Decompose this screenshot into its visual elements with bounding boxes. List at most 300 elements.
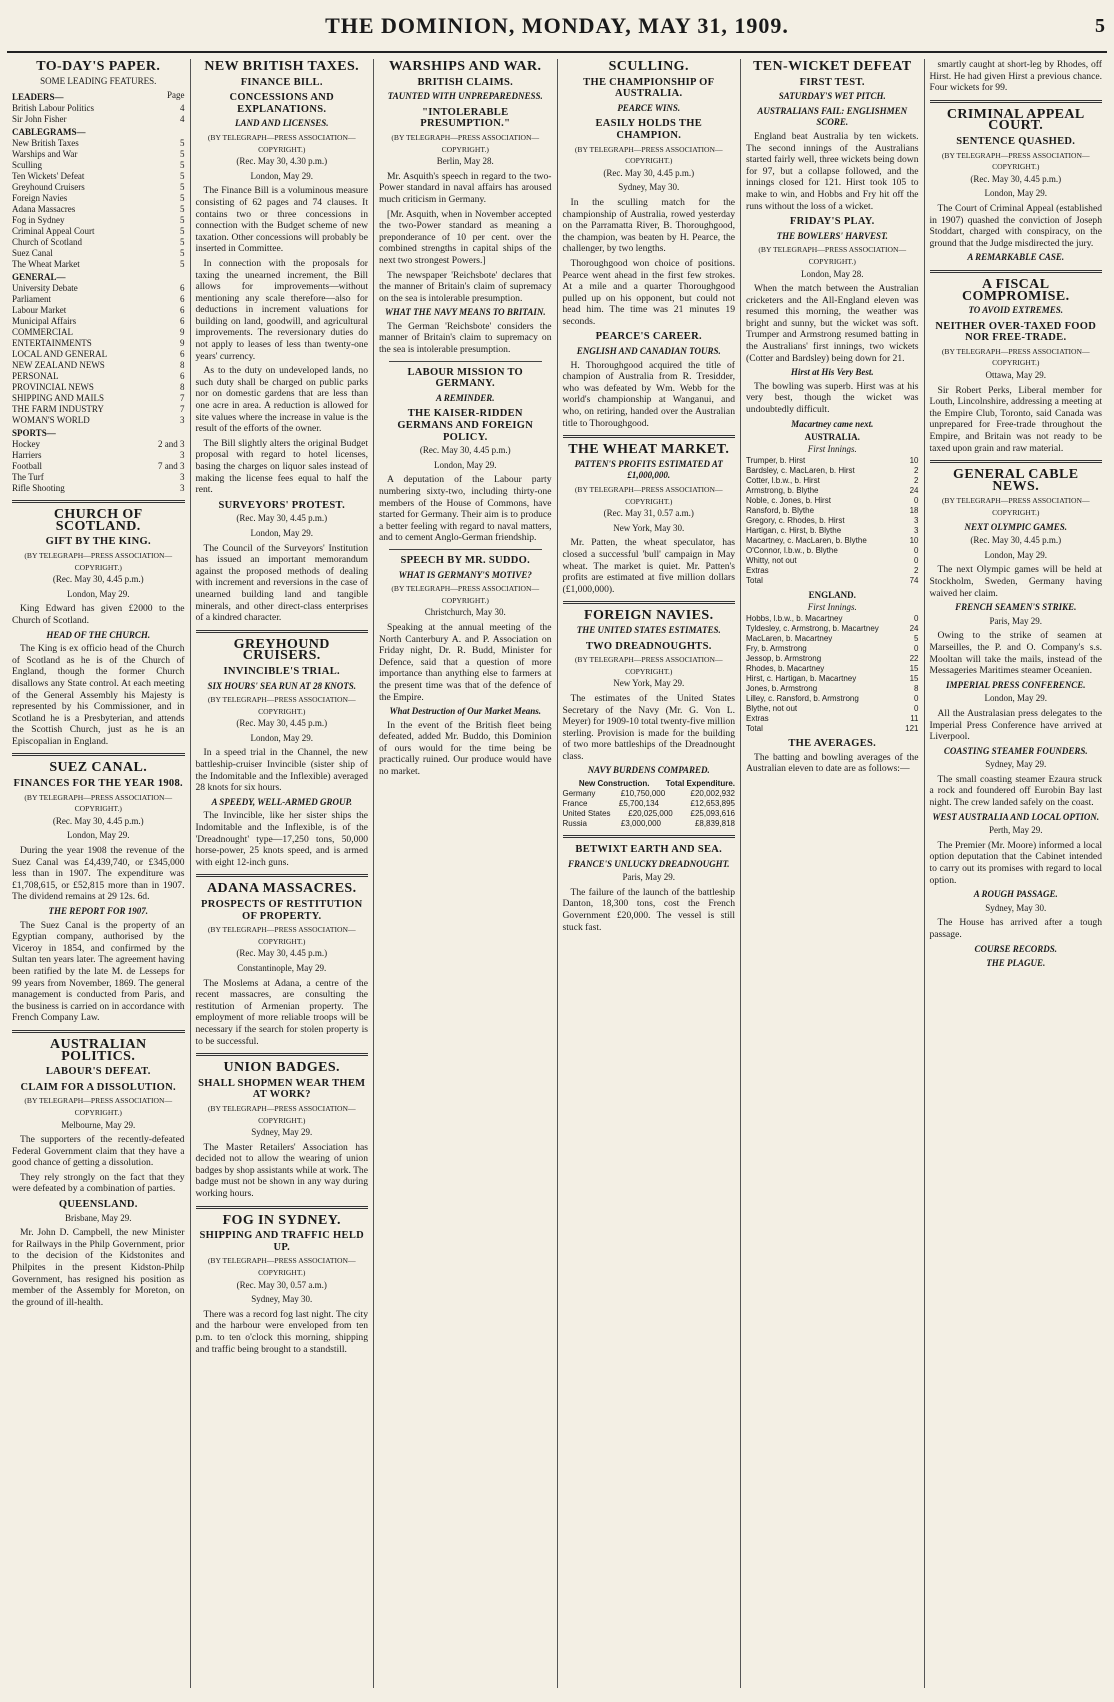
taxes-p4: The Bill slightly alters the original Budget proposal with regard to hotel licenses, basing the charges on liquor sales instead of making the license fees equal to half the rent. — [195, 437, 368, 496]
index-label: Sculling — [12, 160, 43, 171]
index-page: 3 — [180, 450, 185, 461]
wheat-dateline: New York, May 30. — [613, 522, 685, 533]
index-row — [12, 360, 185, 371]
suez-p2: The Suez Canal is the property of an Egyptian company, authorised by the Viceroy in 1854, and confirmed by the Sultan ten years later. The agreement having been ratified by the late M. de Lesseps for 99 years from November, 1869. The general management is conducted from Paris, and the business is carried on in accordance with French Company Law. — [12, 919, 185, 1024]
index-page: 5 — [180, 259, 185, 270]
england-total: Total 121 — [746, 724, 919, 734]
career-sub: ENGLISH AND CANADIAN TOURS. — [576, 346, 721, 357]
war-p1: Mr. Asquith's speech in regard to the two-Power standard in naval affairs has aroused much criticism in Germany. — [379, 170, 552, 205]
fog-p: There was a record fog last night. The city and the harbour were enveloped from ten p.m. to ten o'clock this morning, shipping and traffic being brought to a standstill. — [195, 1308, 368, 1355]
index-label: British Labour Politics — [12, 103, 94, 114]
index-label: Ten Wickets' Defeat — [12, 171, 85, 182]
suez-date: (Rec. May 30, 4.45 p.m.) — [52, 815, 144, 826]
index-page: 5 — [180, 182, 185, 193]
career-heading: PEARCE'S CAREER. — [595, 331, 702, 343]
england-score-row — [746, 624, 919, 634]
grey-date: (Rec. May 30, 4.45 p.m.) — [236, 718, 328, 729]
index-label: The Turf — [12, 472, 44, 483]
navies-table-row-cell: £5,700,134 — [618, 799, 659, 809]
scull-wire: (BY TELEGRAPH—PRESS ASSOCIATION—COPYRIGHT.) — [574, 144, 723, 166]
australia-score-row — [746, 476, 919, 486]
england-score-row — [746, 714, 919, 724]
taxes-sub3: LAND AND LICENSES. — [235, 118, 329, 129]
australia-score-row-cell: Ransford, b. Blythe — [746, 506, 815, 516]
index-page: 6 — [180, 305, 185, 316]
cable-sub3: IMPERIAL PRESS CONFERENCE. — [946, 679, 1086, 690]
betwixt-heading: BETWIXT EARTH AND SEA. — [575, 844, 723, 856]
suez-sub: FINANCES FOR THE YEAR 1908. — [13, 778, 183, 790]
betwixt-p: The failure of the launch of the battleship Danton, 18,300 tons, cost the French Government £20,000. The vessel is still stuck fast. — [562, 886, 735, 933]
england-score-row-cell: Hirst, c. Hartigan, b. Macartney — [746, 674, 857, 684]
england-score-row-cell: 0 — [914, 704, 919, 714]
australia-score-row-cell: Noble, c. Jones, b. Hirst — [746, 496, 831, 506]
index-label: ENTERTAINMENTS — [12, 338, 92, 349]
grey-wire: (BY TELEGRAPH—PRESS ASSOCIATION—COPYRIGHT.) — [207, 695, 356, 716]
war-sub2: TAUNTED WITH UNPREPAREDNESS. — [387, 91, 543, 102]
australia-score-row-cell: 2 — [914, 476, 919, 486]
index-row — [12, 382, 185, 393]
index-label: WOMAN'S WORLD — [12, 415, 90, 426]
leaders-label: LEADERS— — [12, 92, 64, 103]
index-row — [12, 171, 185, 182]
australia-score-row — [746, 526, 919, 536]
navies-sub2: TWO DREADNOUGHTS. — [585, 640, 712, 652]
betwixt-dateline: Paris, May 29. — [622, 872, 675, 883]
navies-table-row-cell: France — [562, 799, 588, 809]
index-page: 5 — [180, 193, 185, 204]
england-score-row-cell: 5 — [914, 634, 919, 644]
australia-score-row — [746, 546, 919, 556]
taxes-date: (Rec. May 30, 4.30 p.m.) — [236, 156, 328, 167]
adana-wire: (BY TELEGRAPH—PRESS ASSOCIATION—COPYRIGHT.) — [207, 925, 356, 946]
england-score-row-cell: Jessop, b. Armstrong — [746, 654, 822, 664]
australia-score-row-cell: Hartigan, c. Hirst, b. Blythe — [746, 526, 842, 536]
page-label: Page — [167, 90, 185, 101]
cable-p1: The next Olympic games will be held at Stockholm, Sweden, Germany having waived her claim. — [929, 564, 1102, 599]
grey-p2: The Invincible, like her sister ships the Indomitable and the Inflexible, is of the 'Dreadnought' type—17,250 tons, 50,000 horse-power, 25 knots speed, and is armed with eight 12-inch guns. — [195, 810, 368, 868]
adana-heading: ADANA MASSACRES. — [206, 881, 357, 897]
church-sub2: HEAD OF THE CHURCH. — [46, 629, 151, 640]
qld-heading: QUEENSLAND. — [58, 1199, 138, 1211]
index-row — [12, 125, 185, 138]
grey-sub3: A SPEEDY, WELL-ARMED GROUP. — [211, 796, 353, 807]
hirst-heading: Hirst at His Very Best. — [790, 367, 874, 378]
index-row — [12, 404, 185, 415]
index-row — [12, 338, 185, 349]
fog-dateline: Sydney, May 30. — [251, 1294, 313, 1305]
wheat-sub: PATTEN'S PROFITS ESTIMATED AT £1,000,000. — [574, 458, 723, 481]
destr-heading: What Destruction of Our Market Means. — [389, 706, 542, 717]
index-row — [12, 439, 185, 450]
navies-table-row — [563, 799, 736, 809]
union-p: The Master Retailers' Association has decided not to allow the wearing of union badges by shop assistants while at work. The badge must not be shown in any way during working hours. — [195, 1141, 368, 1200]
australia-score-row-cell: Extras — [746, 566, 769, 576]
masthead-title: THE DOMINION, MONDAY, MAY 31, 1909. — [325, 13, 789, 38]
australia-score-row-cell: Gregory, c. Rhodes, b. Hirst — [746, 516, 845, 526]
index-label: SPORTS— — [12, 428, 56, 439]
australia-score-row — [746, 496, 919, 506]
todays-paper-sub: SOME LEADING FEATURES. — [40, 75, 157, 86]
index-page: 7 and 3 — [158, 461, 185, 472]
navies-table-row-cell: £20,002,932 — [690, 789, 735, 799]
aus-sub2: CLAIM FOR A DISSOLUTION. — [20, 1081, 176, 1093]
index-list — [12, 103, 185, 494]
navies-table-row-cell: £10,750,000 — [620, 789, 666, 799]
cable-p2: Owing to the strike of seamen at Marseilles, the P. and O. Company's s.s. Mooltan will take the mails, instead of the Messageries Maritimes steamer Oceanien. — [929, 630, 1102, 677]
australia-score-row-cell: Bardsley, c. MacLaren, b. Hirst — [746, 466, 855, 476]
fri-sub: THE BOWLERS' HARVEST. — [776, 230, 888, 241]
adana-date: (Rec. May 30, 4.45 p.m.) — [236, 948, 328, 959]
index-label: SHIPPING AND MAILS — [12, 393, 105, 404]
index-row — [12, 259, 185, 270]
index-row — [12, 349, 185, 360]
war-wire: (BY TELEGRAPH—PRESS ASSOCIATION—COPYRIGHT.) — [391, 132, 540, 154]
index-row — [12, 450, 185, 461]
grey-p1: In a speed trial in the Channel, the new battleship-cruiser Invincible (sister ship of the Indomitable and the Inflexible) averaged 28 knots for six hours. — [195, 747, 368, 794]
index-row — [12, 103, 185, 114]
australia-score-row-cell: 18 — [909, 506, 919, 516]
scull-heading: SCULLING. — [608, 59, 689, 74]
scull-p1: In the sculling match for the championship of Australia, rowed yesterday on the Parramatta River, B. Thoroughgood, the champion, was beaten by H. Pearce, the challenger, by two lengths. — [562, 196, 735, 255]
england-score-row-cell: Fry, b. Armstrong — [746, 644, 807, 654]
fog-sub: SHIPPING AND TRAFFIC HELD UP. — [199, 1230, 365, 1253]
index-label: Warships and War — [12, 149, 78, 160]
australia-score-row-cell: Cotter, l.b.w., b. Hirst — [746, 476, 820, 486]
index-row — [12, 316, 185, 327]
england-score-row-cell: 15 — [909, 664, 919, 674]
appeal-sub2: A REMARKABLE CASE. — [967, 252, 1065, 263]
index-page: 5 — [180, 248, 185, 259]
war-p2: [Mr. Asquith, when in November accepted the two-Power standard as meaning a preponderance of 10 per cent. over the combined strengths in capital ships of the next two strongest Powers.] — [379, 208, 552, 266]
index-page: 4 — [180, 103, 185, 114]
index-label: Foreign Navies — [12, 193, 68, 204]
index-page: 6 — [180, 283, 185, 294]
church-p1: King Edward has given £2000 to the Church of Scotland. — [12, 603, 185, 626]
england-score-row-cell: Jones, b. Armstrong — [746, 684, 818, 694]
fri-dateline: London, May 28. — [801, 268, 864, 279]
index-page: 5 — [180, 226, 185, 237]
taxes-sub2: CONCESSIONS AND EXPLANATIONS. — [229, 92, 335, 115]
columns — [7, 59, 1107, 1688]
column-1 — [7, 59, 191, 1688]
taxes-sub: FINANCE BILL. — [240, 76, 323, 88]
index-page: 5 — [180, 204, 185, 215]
ten-sub3: AUSTRALIANS FAIL: ENGLISHMEN SCORE. — [757, 105, 908, 128]
cable-p4: The small coasting steamer Ezaura struck a rock and foundered off Eurobin Bay last night. The crew landed safely on the coast. — [929, 773, 1102, 809]
labour-date: (Rec. May 30, 4.45 p.m.) — [419, 445, 511, 456]
cable-p3: All the Australasian press delegates to the Imperial Press Conference have arrived at Liverpool. — [929, 707, 1102, 743]
index-row — [12, 149, 185, 160]
cable-wire: (BY TELEGRAPH—PRESS ASSOCIATION—COPYRIGHT.) — [941, 496, 1090, 517]
australia-score-row-cell: 0 — [914, 496, 919, 506]
grey-sub2: SIX HOURS' SEA RUN AT 28 KNOTS. — [207, 680, 356, 691]
scull-sub2: PEARCE WINS. — [617, 102, 681, 113]
speech-heading: SPEECH BY MR. SUDDO. — [400, 554, 531, 566]
navies-table-row — [563, 789, 736, 799]
index-label: Adana Massacres — [12, 204, 76, 215]
index-page: 9 — [180, 338, 185, 349]
index-label: COMMERCIAL — [12, 327, 74, 338]
column-3 — [374, 59, 558, 1688]
fiscal-sub: TO AVOID EXTREMES. — [968, 305, 1064, 316]
fiscal-p: Sir Robert Perks, Liberal member for Louth, Lincolnshire, addressing a meeting at the Empire Club, Toronto, said Canada was unprepared for Free-trade throughout the Empire, and Britain was not ready to be taxed upon grain and raw material. — [929, 384, 1102, 454]
australia-score-row-cell: 10 — [909, 536, 919, 546]
scull-sub3: EASILY HOLDS THE CHAMPION. — [595, 118, 703, 141]
australia-score-row-cell: Armstrong, b. Blythe — [746, 486, 819, 496]
england-score-row-cell: 11 — [910, 714, 919, 724]
england-score-row-cell: Blythe, not out — [746, 704, 798, 714]
australia-score-row — [746, 506, 919, 516]
navies-table-row-cell: Russia — [562, 819, 587, 829]
war-sub: BRITISH CLAIMS. — [417, 76, 514, 88]
england-score-heading: ENGLAND. — [808, 590, 856, 601]
index-page: 6 — [180, 349, 185, 360]
england-score-row-cell: Tyldesley, c. Armstrong, b. Macartney — [746, 624, 879, 634]
navies-p: The estimates of the United States Secretary of the Navy (Mr. G. Von L. Meyer) for 1909-10 total twenty-five million sterling. Provision is made for the building of two more battleships of the Dreadnought class. — [562, 692, 735, 762]
labour-dateline: London, May 29. — [434, 459, 497, 470]
australia-score-sub: First Innings. — [807, 444, 857, 455]
index-row — [12, 204, 185, 215]
ten-sub: FIRST TEST. — [799, 76, 865, 88]
cable-sub2: FRENCH SEAMEN'S STRIKE. — [955, 602, 1077, 613]
navies-table-row-cell: United States — [562, 809, 611, 819]
australia-score-row-cell: 0 — [914, 556, 919, 566]
scull-dateline: Sydney, May 30. — [618, 182, 680, 193]
index-page: 5 — [180, 138, 185, 149]
union-wire: (BY TELEGRAPH—PRESS ASSOCIATION—COPYRIGHT.) — [207, 1103, 356, 1125]
australia-score-row — [746, 486, 919, 496]
england-score-row-cell: 24 — [909, 624, 919, 634]
index-row — [12, 160, 185, 171]
australia-score-rows — [746, 456, 919, 576]
navies-sub: THE UNITED STATES ESTIMATES. — [576, 624, 721, 635]
cable-sub: NEXT OLYMPIC GAMES. — [964, 521, 1067, 532]
grey-heading: GREYHOUND CRUISERS. — [233, 636, 330, 664]
england-score-rows — [746, 614, 919, 724]
england-score-row-cell: Rhodes, b. Macartney — [746, 664, 825, 674]
cable-dateline3: London, May 29. — [984, 693, 1047, 704]
australia-score-row-cell: 10 — [909, 456, 919, 466]
australia-score-row-cell: Whitty, not out — [746, 556, 797, 566]
scull-p2: Thoroughgood won choice of positions. Pearce went ahead in the first few strokes. At a mile and a quarter Thoroughgood pulled up on his opponent, but could not head him. The time was 21 minutes 19 seconds. — [562, 257, 735, 327]
australia-score-row — [746, 566, 919, 576]
fog-date: (Rec. May 30, 0.57 a.m.) — [236, 1279, 327, 1290]
index-row — [12, 327, 185, 338]
wheat-heading: THE WHEAT MARKET. — [568, 442, 730, 458]
suez-sub2: THE REPORT FOR 1907. — [48, 906, 148, 916]
england-score-row-cell: 0 — [914, 644, 919, 654]
cable-p5: The Premier (Mr. Moore) informed a local option deputation that the Cabinet intended to carry out its promises with regard to local option. — [929, 839, 1102, 886]
column-2 — [191, 59, 375, 1688]
cable-sub5: WEST AUSTRALIA AND LOCAL OPTION. — [932, 811, 1100, 822]
index-row — [12, 193, 185, 204]
australia-score-heading: AUSTRALIA. — [804, 432, 860, 443]
column-6 — [925, 59, 1108, 1688]
australia-score-row — [746, 556, 919, 566]
column-5 — [741, 59, 925, 1688]
church-p2: The King is ex officio head of the Church of Scotland as he is of the Church of England, though the former Church disallows any State control. At each meeting of the General Assembly his Majesty is represented by his Commissioner, and in Scotland he is a Presbyterian, and attends the Scottish Church, just as he is an Episcopalian in England. — [12, 643, 185, 747]
suez-dateline: London, May 29. — [67, 830, 130, 841]
cable-sub8: THE PLAGUE. — [986, 958, 1046, 969]
australia-score-row-cell: Macartney, c. MacLaren, b. Blythe — [746, 536, 867, 546]
aus-heading: AUSTRALIAN POLITICS. — [49, 1036, 147, 1064]
war-dateline: Berlin, May 28. — [436, 156, 494, 167]
navies-table-header — [563, 779, 736, 789]
grey-sub: INVINCIBLE'S TRIAL. — [223, 665, 340, 677]
navies-table-row-cell: £8,839,818 — [694, 819, 735, 829]
speech-sub: WHAT IS GERMANY'S MOTIVE? — [398, 569, 532, 580]
index-label: LOCAL AND GENERAL — [12, 349, 108, 360]
qld-dateline: Brisbane, May 29. — [65, 1212, 132, 1223]
index-row — [12, 138, 185, 149]
ten-heading: TEN-WICKET DEFEAT — [753, 59, 912, 74]
index-row — [12, 472, 185, 483]
australia-score-row-cell: 0 — [914, 546, 919, 556]
taxes-heading: NEW BRITISH TAXES. — [204, 59, 360, 74]
suez-wire: (BY TELEGRAPH—PRESS ASSOCIATION—COPYRIGHT.) — [24, 792, 173, 814]
cable-date: (Rec. May 30, 4.45 p.m.) — [970, 535, 1062, 546]
england-score-row — [746, 614, 919, 624]
index-page: 9 — [180, 327, 185, 338]
england-score-row — [746, 704, 919, 714]
index-label: Harriers — [12, 450, 42, 461]
church-wire: (BY TELEGRAPH—PRESS ASSOCIATION—COPYRIGHT.) — [24, 550, 173, 572]
career-p: H. Thoroughgood acquired the title of champion of Australia from R. Tresidder, who was defeated by Wm. Webb for the world's championship at Wanganui, and who, on retiring, handed over the Australian title to Thoroughgood. — [562, 359, 735, 429]
taxes-p2: In connection with the proposals for taxing the unearned increment, the Bill allows for improvements—without mentioning any scale therefore—also for deductions in increment valuations for building on land, goodwill, and agricultural improvements. The reversionary duties do not apply to leases of less than twenty-one years' currency. — [195, 257, 368, 362]
cable-sub4: COASTING STEAMER FOUNDERS. — [943, 745, 1088, 756]
index-row — [12, 393, 185, 404]
australia-score-row — [746, 516, 919, 526]
index-row — [12, 294, 185, 305]
index-page: 8 — [180, 382, 185, 393]
index-label: CABLEGRAMS— — [12, 127, 86, 138]
england-score-row-cell: Lilley, c. Ransford, b. Armstrong — [746, 694, 859, 704]
index-row — [12, 461, 185, 472]
australia-score-row-cell: 2 — [914, 566, 919, 576]
england-score-row — [746, 674, 919, 684]
index-row — [12, 215, 185, 226]
aus-p1: The supporters of the recently-defeated Federal Government claim that they have a good chance of getting a dissolution. — [12, 1134, 185, 1169]
index-page: 4 — [180, 114, 185, 125]
australia-score — [746, 432, 919, 586]
index-row — [12, 483, 185, 494]
suez-heading: SUEZ CANAL. — [49, 760, 148, 776]
aus-p2: They rely strongly on the fact that they were defeated by a combination of parties. — [12, 1171, 185, 1195]
navies-table-row-cell: £20,025,000 — [628, 809, 673, 819]
war-p3: The newspaper 'Reichsbote' declares that the manner of Britain's claim of supremacy on the sea is intolerable presumption. — [379, 269, 552, 304]
index-label: Greyhound Cruisers — [12, 182, 85, 193]
index-label: Parliament — [12, 294, 51, 305]
index-page: 5 — [180, 160, 185, 171]
cable-sub6: A ROUGH PASSAGE. — [973, 889, 1058, 900]
church-date: (Rec. May 30, 4.45 p.m.) — [52, 574, 144, 585]
index-label: Hockey — [12, 439, 40, 450]
page-number: 5 — [1095, 15, 1105, 37]
labour-sub: A REMINDER. — [435, 392, 495, 403]
aus-wire: (BY TELEGRAPH—PRESS ASSOCIATION—COPYRIGHT.) — [24, 1096, 173, 1117]
index-label: THE FARM INDUSTRY — [12, 404, 104, 415]
speech-dateline: Christchurch, May 30. — [424, 607, 506, 618]
navies-table-row — [563, 809, 736, 819]
wheat-wire: (BY TELEGRAPH—PRESS ASSOCIATION—COPYRIGHT.) — [574, 485, 723, 506]
index-label: GENERAL— — [12, 272, 66, 283]
index-page: 5 — [180, 215, 185, 226]
fiscal-heading: A FISCAL COMPROMISE. — [962, 276, 1070, 304]
surveyors-dateline: London, May 29. — [250, 527, 313, 538]
cable-dateline5: Perth, May 29. — [989, 825, 1043, 836]
australia-score-row — [746, 466, 919, 476]
labour-heading: LABOUR MISSION TO GERMANY. — [407, 366, 524, 390]
union-heading: UNION BADGES. — [223, 1060, 340, 1076]
wheat-date: (Rec. May 31, 0.57 a.m.) — [603, 508, 694, 519]
cable-dateline2: Paris, May 29. — [989, 615, 1042, 626]
england-score-row-cell: 22 — [909, 654, 919, 664]
fiscal-sub2: NEITHER OVER-TAXED FOOD NOR FREE-TRADE. — [935, 320, 1097, 344]
cable-dateline6: Sydney, May 30. — [985, 902, 1047, 913]
destr-p: In the event of the British fleet being defeated, added Mr. Buddo, this Dominion of ours would for the time being be practically ruined. Our produce would have no market. — [379, 719, 552, 778]
appeal-p: The Court of Criminal Appeal (established in 1907) quashed the conviction of Joseph Stoddart, charged with conspiracy, on the ground that the Judge misdirected the jury. — [929, 202, 1102, 249]
navies-table-header-cell: New Construction. — [578, 779, 650, 789]
navies-table-row-cell: £25,093,616 — [690, 809, 735, 819]
index-header — [12, 90, 185, 103]
england-score-row-cell: 0 — [914, 694, 919, 704]
index-label: NEW ZEALAND NEWS — [12, 360, 105, 371]
navies-table-row-cell: £3,000,000 — [620, 819, 661, 829]
appeal-date: (Rec. May 30, 4.45 p.m.) — [970, 173, 1062, 184]
navies-table-header-cell: Total Expenditure. — [665, 779, 735, 789]
fog-heading: FOG IN SYDNEY. — [222, 1212, 341, 1228]
index-page: 5 — [180, 237, 185, 248]
wheat-p: Mr. Patten, the wheat speculator, has closed a successful 'bull' campaign in May wheat. The market is quiet. Mr. Patten's profits are estimated at five million dollars (£1,000,000). — [562, 537, 735, 595]
index-page: 7 — [180, 404, 185, 415]
australia-score-row-cell: 3 — [914, 516, 919, 526]
england-score-row-cell: Extras — [746, 714, 769, 724]
england-score-row-cell: 15 — [909, 674, 919, 684]
navies-sub3: NAVY BURDENS COMPARED. — [587, 765, 710, 776]
navies-heading: FOREIGN NAVIES. — [584, 608, 714, 624]
index-label: Church of Scotland — [12, 237, 82, 248]
index-label: Football — [12, 461, 43, 472]
appeal-heading: CRIMINAL APPEAL COURT. — [946, 106, 1085, 134]
australia-score-row-cell: 3 — [914, 526, 919, 536]
adana-p: The Moslems at Adana, a centre of the recent massacres, are consulting the restitution of Armenian property. The employment of more reliable troops will be necessary if the search for stolen property is to be successful. — [195, 977, 368, 1047]
england-score-row-cell: 8 — [914, 684, 919, 694]
index-page: 5 — [180, 149, 185, 160]
cont-p: smartly caught at short-leg by Rhodes, off Hirst. He had given Hirst a previous chance. Four wickets for 99. — [929, 59, 1102, 94]
appeal-dateline: London, May 29. — [984, 188, 1047, 199]
taxes-wire: (BY TELEGRAPH—PRESS ASSOCIATION—COPYRIGHT.) — [207, 132, 356, 154]
index-row — [12, 248, 185, 259]
aus-sub: LABOUR'S DEFEAT. — [45, 1066, 151, 1078]
england-score-row — [746, 664, 919, 674]
index-page: 6 — [180, 316, 185, 327]
ten-sub2: SATURDAY'S WET PITCH. — [778, 91, 886, 102]
index-row — [12, 415, 185, 426]
navies-table-row — [563, 819, 736, 829]
taxes-p3: As to the duty on undeveloped lands, no such duty shall be charged on public parks nor on domestic gardens that are less than one acre in area. A reduction is allowed for site values where the increase in value is the result of the efforts of the owner. — [195, 365, 368, 435]
index-row — [12, 226, 185, 237]
navies-table-row-cell: £12,653,895 — [690, 799, 735, 809]
adana-sub: PROSPECTS OF RESTITUTION OF PROPERTY. — [201, 899, 363, 922]
betwixt-sub: FRANCE'S UNLUCKY DREADNOUGHT. — [567, 858, 730, 869]
surveyors-p: The Council of the Surveyors' Institution has issued an important memorandum against the proposed methods of dealing with increment and reversions in the case of unearned building land and tangible minerals, and other direct-class enterprises of a kindred character. — [195, 542, 368, 624]
england-score-row — [746, 644, 919, 654]
england-score-row-cell: Hobbs, l.b.w., b. Macartney — [746, 614, 843, 624]
index-label: Labour Market — [12, 305, 67, 316]
surveyors-date: (Rec. May 30, 4.45 p.m.) — [236, 513, 328, 524]
index-page: 2 and 3 — [158, 439, 185, 450]
war-sub4: WHAT THE NAVY MEANS TO BRITAIN. — [384, 307, 546, 318]
